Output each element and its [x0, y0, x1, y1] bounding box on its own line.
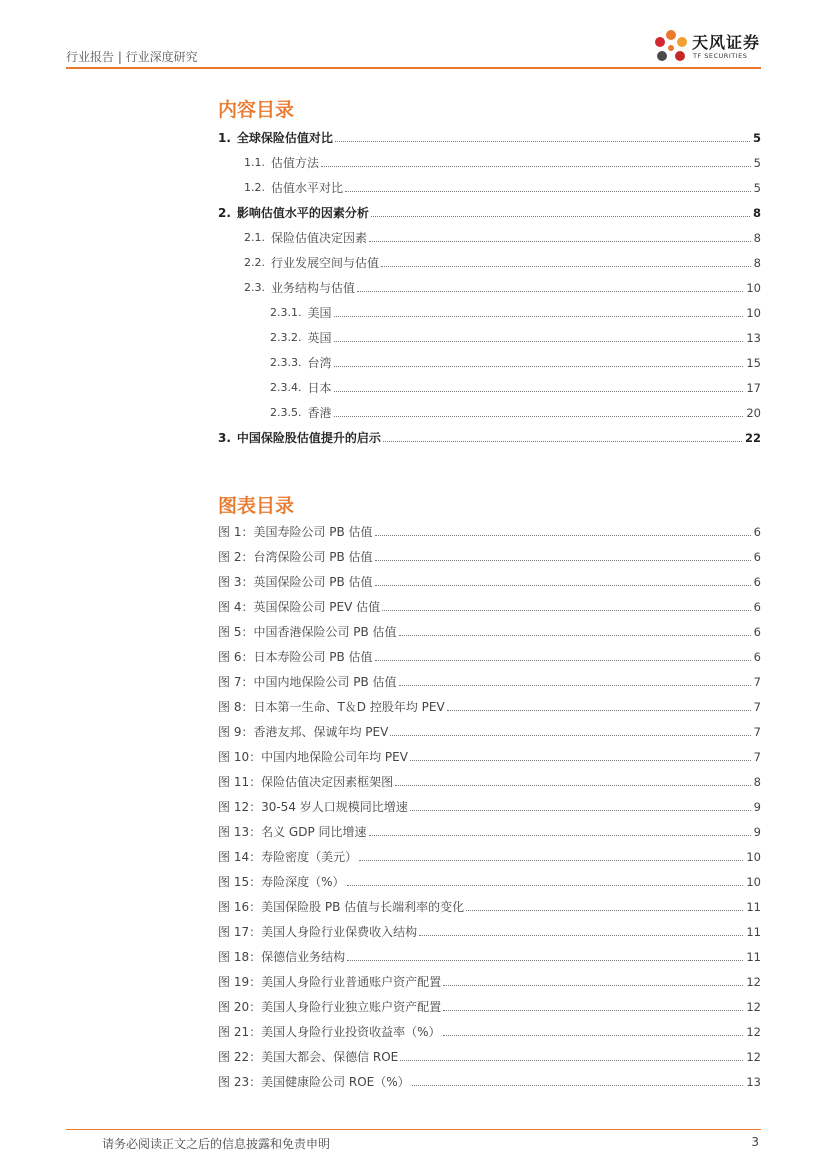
dot-leader	[369, 835, 751, 836]
figure-page: 11	[746, 925, 761, 939]
dot-leader	[395, 785, 751, 786]
entry-title: 香港	[307, 406, 332, 420]
figure-entry[interactable]	[218, 999, 761, 1015]
entry-title: 台湾	[307, 356, 332, 370]
figure-entry[interactable]	[218, 749, 761, 765]
figure-page: 12	[746, 1025, 761, 1039]
dot-leader	[334, 391, 744, 392]
figure-page: 12	[746, 1050, 761, 1064]
entry-page: 8	[752, 206, 761, 220]
entry-page: 22	[744, 431, 761, 445]
entry-title: 全球保险估值对比	[236, 131, 333, 145]
dot-leader	[399, 635, 751, 636]
figure-page: 7	[753, 675, 761, 689]
figure-page: 9	[753, 800, 761, 814]
dot-leader	[345, 191, 751, 192]
figure-entry[interactable]	[218, 549, 761, 565]
figure-entry[interactable]	[218, 849, 761, 865]
figure-page: 6	[753, 650, 761, 664]
entry-number: 3.	[218, 431, 231, 445]
figure-title: 图 15：寿险深度（%）	[218, 875, 345, 889]
entry-title: 中国保险股估值提升的启示	[236, 431, 381, 445]
dot-leader	[410, 810, 751, 811]
dot-leader	[399, 685, 751, 686]
contents-entry[interactable]	[270, 305, 761, 321]
entry-title: 估值方法	[271, 156, 320, 170]
entry-number: 2.3.	[244, 281, 265, 294]
figure-title: 图 22：美国大都会、保德信 ROE	[218, 1050, 399, 1064]
figure-entry[interactable]	[218, 724, 761, 740]
dot-leader	[410, 760, 751, 761]
figure-title: 图 13：名义 GDP 同比增速	[218, 825, 367, 839]
figure-page: 10	[746, 875, 761, 889]
entry-title: 影响估值水平的因素分析	[236, 206, 369, 220]
dot-leader	[375, 560, 751, 561]
dot-leader	[466, 910, 743, 911]
entry-number: 2.	[218, 206, 231, 220]
figure-title: 图 1：美国寿险公司 PB 估值	[218, 525, 373, 539]
entry-number: 1.1.	[244, 156, 265, 169]
figure-page: 7	[753, 725, 761, 739]
footer-disclaimer: 请务必阅读正文之后的信息披露和免责申明	[102, 1137, 331, 1151]
dot-leader	[383, 441, 742, 442]
dot-leader	[334, 416, 744, 417]
figure-page: 11	[746, 950, 761, 964]
entry-page: 5	[752, 131, 761, 145]
entry-number: 2.3.1.	[270, 306, 302, 319]
figure-page: 12	[746, 1000, 761, 1014]
figure-entry[interactable]	[218, 874, 761, 890]
logo-english-name: TF SECURITIES	[693, 52, 748, 60]
figure-page: 7	[753, 750, 761, 764]
page-number: 3	[751, 1135, 759, 1149]
dot-leader	[412, 1085, 744, 1086]
figure-title: 图 19：美国人身险行业普通账户资产配置	[218, 975, 442, 989]
contents-entry[interactable]	[244, 155, 761, 171]
figure-page: 6	[753, 625, 761, 639]
contents-entry[interactable]	[270, 355, 761, 371]
figure-title: 图 8：日本第一生命、T＆D 控股年均 PEV	[218, 700, 445, 714]
contents-entry[interactable]	[244, 280, 761, 296]
dot-leader	[443, 1010, 743, 1011]
entry-title: 估值水平对比	[271, 181, 344, 195]
figure-title: 图 2：台湾保险公司 PB 估值	[218, 550, 373, 564]
header-breadcrumb: 行业报告 | 行业深度研究	[66, 50, 198, 64]
entry-page: 5	[753, 181, 761, 195]
figure-entry[interactable]	[218, 1074, 761, 1090]
contents-entry[interactable]	[270, 405, 761, 421]
figure-entry[interactable]	[218, 799, 761, 815]
entry-page: 10	[746, 281, 761, 295]
entry-title: 保险估值决定因素	[271, 231, 368, 245]
figure-title: 图 3：英国保险公司 PB 估值	[218, 575, 373, 589]
entry-number: 1.	[218, 131, 231, 145]
figure-entry[interactable]	[218, 899, 761, 915]
dot-leader	[381, 266, 751, 267]
figure-entry[interactable]	[218, 924, 761, 940]
entry-page: 10	[746, 306, 761, 320]
entry-page: 8	[753, 231, 761, 245]
figure-title: 图 5：中国香港保险公司 PB 估值	[218, 625, 397, 639]
dot-leader	[443, 985, 743, 986]
entry-page: 15	[746, 356, 761, 370]
entry-number: 2.3.4.	[270, 381, 302, 394]
figure-page: 6	[753, 525, 761, 539]
entry-page: 13	[746, 331, 761, 345]
dot-leader	[375, 660, 751, 661]
entry-page: 5	[753, 156, 761, 170]
figure-title: 图 7：中国内地保险公司 PB 估值	[218, 675, 397, 689]
dot-leader	[447, 710, 751, 711]
contents-entry[interactable]	[244, 230, 761, 246]
figure-entry[interactable]	[218, 524, 761, 540]
figure-page: 12	[746, 975, 761, 989]
contents-title: 内容目录	[218, 99, 295, 121]
entry-title: 日本	[307, 381, 332, 395]
entry-number: 2.2.	[244, 256, 265, 269]
dot-leader	[347, 960, 743, 961]
entry-number: 2.3.3.	[270, 356, 302, 369]
entry-title: 行业发展空间与估值	[271, 256, 380, 270]
figure-title: 图 23：美国健康险公司 ROE（%）	[218, 1075, 410, 1089]
figure-title: 图 21：美国人身险行业投资收益率（%）	[218, 1025, 441, 1039]
contents-entry[interactable]	[270, 380, 761, 396]
entry-page: 20	[746, 406, 761, 420]
figure-title: 图 20：美国人身险行业独立账户资产配置	[218, 1000, 442, 1014]
figure-entry[interactable]	[218, 1024, 761, 1040]
dot-leader	[419, 935, 743, 936]
figure-entry[interactable]	[218, 624, 761, 640]
figures-title: 图表目录	[218, 495, 295, 517]
contents-entry[interactable]	[270, 330, 761, 346]
contents-entry[interactable]	[218, 430, 761, 446]
figure-title: 图 14：寿险密度（美元）	[218, 850, 358, 864]
figure-page: 8	[753, 775, 761, 789]
figure-title: 图 12：30-54 岁人口规模同比增速	[218, 800, 408, 814]
figure-title: 图 16：美国保险股 PB 估值与长端利率的变化	[218, 900, 465, 914]
figure-entry[interactable]	[218, 824, 761, 840]
figure-entry[interactable]	[218, 599, 761, 615]
contents-entry[interactable]	[244, 180, 761, 196]
dot-leader	[334, 366, 744, 367]
figure-title: 图 18：保德信业务结构	[218, 950, 346, 964]
figure-title: 图 11：保险估值决定因素框架图	[218, 775, 394, 789]
figure-title: 图 6：日本寿险公司 PB 估值	[218, 650, 373, 664]
entry-number: 2.3.2.	[270, 331, 302, 344]
dot-leader	[357, 291, 743, 292]
logo-chinese-name: 天风证券	[692, 33, 761, 52]
footer-divider	[66, 1129, 761, 1130]
dot-leader	[369, 241, 751, 242]
figure-page: 11	[746, 900, 761, 914]
entry-number: 1.2.	[244, 181, 265, 194]
figure-entry[interactable]	[218, 674, 761, 690]
figure-title: 图 9：香港友邦、保诚年均 PEV	[218, 725, 389, 739]
figure-title: 图 4：英国保险公司 PEV 估值	[218, 600, 381, 614]
figure-entry[interactable]	[218, 1049, 761, 1065]
company-logo	[651, 28, 763, 68]
flower-logo-icon	[651, 28, 691, 68]
entry-title: 英国	[307, 331, 332, 345]
figure-entry[interactable]	[218, 699, 761, 715]
dot-leader	[334, 316, 744, 317]
figure-page: 13	[746, 1075, 761, 1089]
header-divider	[66, 67, 761, 69]
entry-title: 美国	[307, 306, 332, 320]
entry-title: 业务结构与估值	[271, 281, 356, 295]
dot-leader	[335, 141, 750, 142]
entry-page: 8	[753, 256, 761, 270]
figure-entry[interactable]	[218, 949, 761, 965]
dot-leader	[375, 535, 751, 536]
figure-page: 6	[753, 600, 761, 614]
contents-entry[interactable]	[218, 205, 761, 221]
entry-page: 17	[746, 381, 761, 395]
figure-entry[interactable]	[218, 574, 761, 590]
figure-page: 9	[753, 825, 761, 839]
dot-leader	[347, 885, 744, 886]
dot-leader	[371, 216, 750, 217]
figure-page: 6	[753, 575, 761, 589]
figure-title: 图 17：美国人身险行业保费收入结构	[218, 925, 418, 939]
figure-entry[interactable]	[218, 774, 761, 790]
figure-entry[interactable]	[218, 974, 761, 990]
figure-title: 图 10：中国内地保险公司年均 PEV	[218, 750, 408, 764]
entry-number: 2.3.5.	[270, 406, 302, 419]
dot-leader	[382, 610, 751, 611]
dot-leader	[390, 735, 750, 736]
entry-number: 2.1.	[244, 231, 265, 244]
contents-entry[interactable]	[244, 255, 761, 271]
figure-page: 7	[753, 700, 761, 714]
figure-entry[interactable]	[218, 649, 761, 665]
dot-leader	[321, 166, 751, 167]
figure-page: 10	[746, 850, 761, 864]
dot-leader	[334, 341, 744, 342]
dot-leader	[375, 585, 751, 586]
dot-leader	[359, 860, 743, 861]
contents-entry[interactable]	[218, 130, 761, 146]
dot-leader	[443, 1035, 744, 1036]
dot-leader	[400, 1060, 743, 1061]
figure-page: 6	[753, 550, 761, 564]
